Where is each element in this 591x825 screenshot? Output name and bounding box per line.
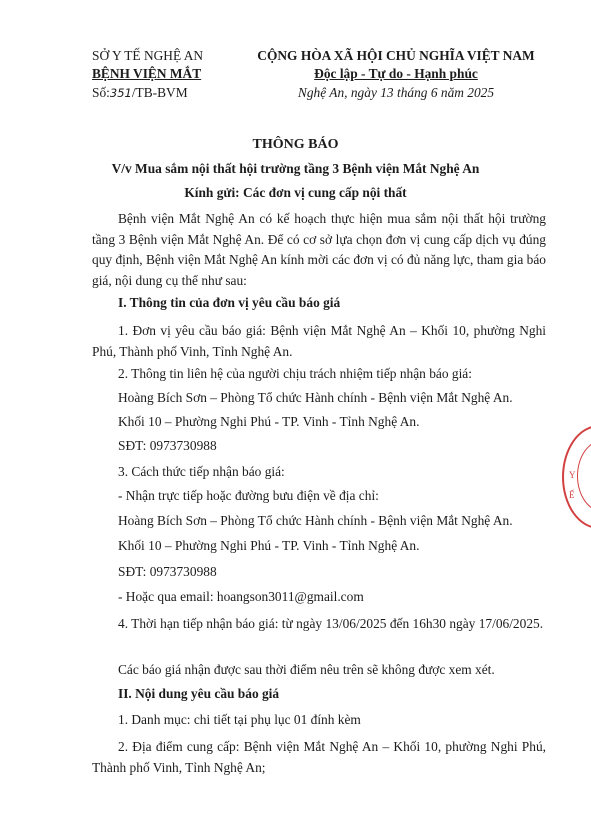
section1-item2: 2. Thông tin liên hệ của người chịu trách nhiệm tiếp nhận báo giá:	[118, 366, 472, 381]
org-line2-text: BỆNH VIỆN MẮT	[92, 66, 202, 81]
seal-mark: Y	[569, 470, 576, 480]
org-line1: SỞ Y TẾ NGHỆ AN	[92, 48, 204, 63]
motto-wrap	[236, 66, 556, 82]
doc-number-prefix: Số:	[92, 85, 110, 100]
contact-phone: SĐT: 0973730988	[118, 438, 217, 453]
motto: Độc lập - Tự do - Hạnh phúc	[314, 66, 478, 81]
section1-item1: 1. Đơn vị yêu cầu báo giá: Bệnh viện Mắt Nghệ An – Khối 10, phường Nghi Phú, Thành phố Vinh, Tỉnh Nghệ An.	[92, 323, 546, 359]
intro-paragraph: Bệnh viện Mắt Nghệ An có kế hoạch thực hiện mua sắm nội thất hội trường tầng 3 Bệnh viện Mắt Nghệ An. Để có cơ sở lựa chọn đơn vị cung cấp dịch vụ đúng quy định, Bệnh viện Mắt Nghệ An kính mời các đơn vị có đủ năng lực, tham gia báo giá, nội dung cụ thể như sau:	[92, 211, 546, 288]
nation-title: CỘNG HÒA XÃ HỘI CHỦ NGHĨA VIỆT NAM	[257, 48, 535, 63]
doc-subject: V/v Mua sắm nội thất hội trường tầng 3 Bệnh viện Mắt Nghệ An	[111, 161, 480, 176]
direct-name: Hoàng Bích Sơn – Phòng Tổ chức Hành chính - Bệnh viện Mắt Nghệ An.	[118, 513, 513, 528]
org-line2	[92, 66, 201, 82]
section1-item4: 4. Thời hạn tiếp nhận báo giá: từ ngày 13/06/2025 đến 16h30 ngày 17/06/2025.	[118, 616, 544, 631]
place-date: Nghệ An, ngày 13 tháng 6 năm 2025	[297, 85, 495, 100]
direct-phone: SĐT: 0973730988	[118, 564, 217, 579]
late-note: Các báo giá nhận được sau thời điểm nêu trên sẽ không được xem xét.	[118, 662, 495, 677]
section2-item2: 2. Địa điểm cung cấp: Bệnh viện Mắt Nghệ An – Khối 10, phường Nghi Phú, Thành phố Vinh, Tỉnh Nghệ An;	[92, 739, 546, 775]
email-line: - Hoặc qua email: hoangson3011@gmail.com	[118, 589, 364, 604]
doc-number	[92, 85, 188, 101]
doc-title: THÔNG BÁO	[252, 137, 339, 152]
contact-name: Hoàng Bích Sơn – Phòng Tổ chức Hành chính - Bệnh viện Mắt Nghệ An.	[118, 390, 513, 405]
seal-mark: Ế	[569, 490, 575, 500]
section2-item1: 1. Danh mục: chi tiết tại phụ lục 01 đính kèm	[118, 712, 361, 727]
section1-heading: I. Thông tin của đơn vị yêu cầu báo giá	[118, 295, 341, 310]
addressee: Kính gửi: Các đơn vị cung cấp nội thất	[184, 185, 407, 200]
doc-number-value: 351	[109, 86, 132, 100]
section1-item3: 3. Cách thức tiếp nhận báo giá:	[118, 464, 285, 479]
doc-number-suffix: /TB-BVM	[131, 85, 188, 100]
contact-address: Khối 10 – Phường Nghi Phú - TP. Vinh - Tỉnh Nghệ An.	[118, 414, 420, 429]
direct-delivery: - Nhận trực tiếp hoặc đường bưu điện về địa chỉ:	[118, 488, 379, 503]
section2-heading: II. Nội dung yêu cầu báo giá	[118, 686, 280, 701]
direct-address: Khối 10 – Phường Nghi Phú - TP. Vinh - Tỉnh Nghệ An.	[118, 538, 420, 553]
